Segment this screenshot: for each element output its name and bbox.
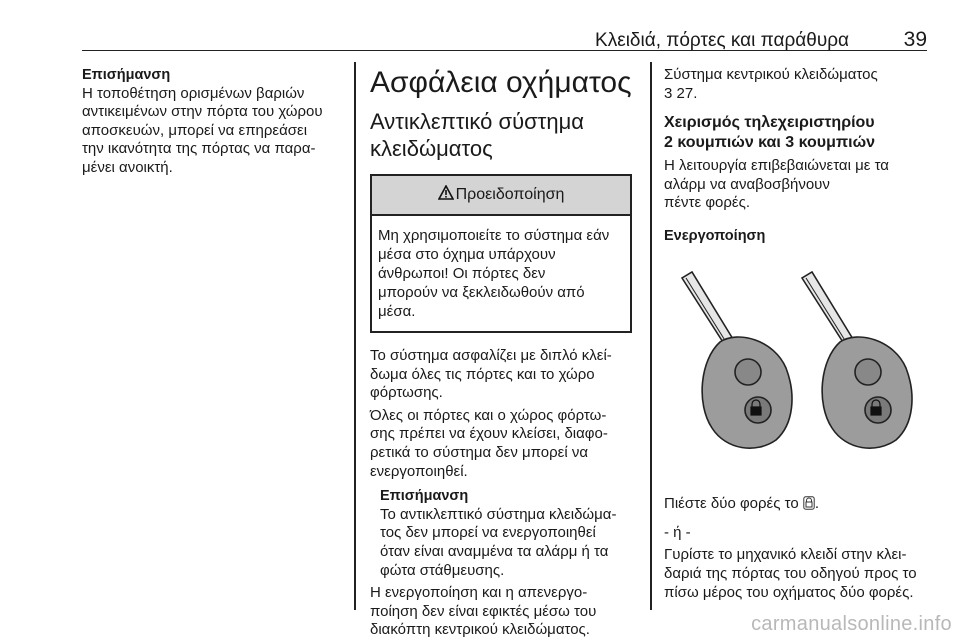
text-line: Το αντικλεπτικό σύστημα κλειδώμα- — [380, 505, 617, 523]
instruction-press — [664, 495, 932, 516]
paragraph — [370, 347, 636, 403]
subsection-heading — [370, 108, 636, 162]
or-separator: - ή - — [664, 523, 691, 541]
text-line: μπορούν να ξεκλειδωθούν από — [378, 284, 585, 301]
text-line: φόρτωσης. — [370, 384, 443, 402]
warning-triangle-icon — [438, 185, 454, 205]
text-line: αντικειμένων στην πόρτα του χώρου — [82, 103, 323, 121]
page-reference: 3 27. — [664, 84, 698, 102]
text-line: . — [814, 495, 820, 513]
text-line: πίσω μέρος του οχήματος δύο φορές. — [664, 583, 914, 601]
note-title: Επισήμανση — [82, 67, 171, 83]
column-divider — [650, 62, 652, 610]
paragraph — [370, 584, 636, 640]
note-text — [82, 85, 348, 178]
heading-line: Αντικλεπτικό σύστημα — [370, 109, 585, 134]
text-line: όταν είναι αναμμένα τα αλάρμ ή τα — [380, 542, 609, 560]
warning-body — [372, 216, 630, 331]
text-line: Όλες οι πόρτες και ο χώρος φόρτω- — [370, 406, 607, 424]
text-line: πέντε φορές. — [664, 194, 751, 212]
watermark: carmanualsonline.info — [751, 613, 952, 635]
text-line: Γυρίστε το μηχανικό κλειδί στην κλει- — [664, 546, 907, 564]
text-line: Το σύστημα ασφαλίζει με διπλό κλεί- — [370, 347, 612, 364]
heading-line: Χειρισμός τηλεχειριστηρίου — [664, 114, 875, 132]
text-line: αλάρμ να αναβοσβήνουν — [664, 175, 830, 193]
text-line: τος δεν μπορεί να ενεργοποιηθεί — [380, 524, 596, 542]
text-line: φώτα στάθμευσης. — [380, 561, 505, 579]
page-number: 39 — [903, 28, 927, 51]
page-header — [82, 26, 927, 51]
chapter-title: Κλειδιά, πόρτες και παράθυρα — [595, 30, 849, 51]
text-line: Η τοποθέτηση ορισμένων βαριών — [82, 84, 305, 102]
column-1 — [82, 66, 348, 178]
cross-reference — [664, 66, 932, 103]
section-heading: Ασφάλεια οχήματος — [370, 66, 632, 99]
column-divider — [354, 62, 356, 610]
heading-line: κλειδώματος — [370, 136, 493, 161]
paragraph — [664, 157, 932, 213]
text-line: δωμα όλες τις πόρτες και το χώρο — [370, 365, 595, 383]
text-line: διακόπτη κεντρικού κλειδώματος. — [370, 621, 590, 639]
lock-button-icon — [803, 496, 815, 516]
text-line: μέσα στο όχημα υπάρχουν — [378, 246, 556, 263]
text-line: Μη χρησιμοποιείτε το σύστημα εάν — [378, 227, 610, 244]
text-line: μένει ανοικτή. — [82, 158, 173, 176]
subsection-heading — [664, 113, 932, 153]
column-3 — [664, 66, 932, 602]
note-title: Επισήμανση — [380, 488, 469, 505]
remote-keys-illustration — [664, 264, 926, 474]
warning-title: Προειδοποίηση — [455, 185, 565, 203]
text-line: αποσκευών, μπορεί να επηρεάσει — [82, 121, 308, 139]
text-line: ενεργοποιηθεί. — [370, 462, 468, 480]
text-line: σης πρέπει να έχουν κλείσει, διαφο- — [370, 425, 608, 443]
text-line: Πιέστε δύο φορές το — [664, 495, 799, 513]
warning-header — [372, 176, 630, 216]
text-line: Η λειτουργία επιβεβαιώνεται με τα — [664, 157, 889, 175]
activation-heading: Ενεργοποίηση — [664, 227, 766, 244]
text-line: μέσα. — [378, 303, 416, 320]
text-line: Η ενεργοποίηση και η απενεργο- — [370, 584, 588, 602]
text-line: άνθρωποι! Οι πόρτες δεν — [378, 265, 546, 282]
text-line: την ικανότητα της πόρτας να παρα- — [82, 140, 316, 158]
warning-box — [370, 174, 632, 333]
text-line: ποίηση δεν είναι εφικτές μέσω του — [370, 602, 597, 620]
note — [370, 487, 636, 580]
text-line: δαριά της πόρτας του οδηγού προς το — [664, 564, 917, 582]
text-line: ρετικά το σύστημα δεν μπορεί να — [370, 443, 589, 461]
heading-line: 2 κουμπιών και 3 κουμπιών — [664, 134, 875, 152]
column-2 — [370, 66, 636, 640]
text-line: Σύστημα κεντρικού κλειδώματος — [664, 66, 878, 83]
paragraph — [664, 546, 932, 602]
paragraph — [370, 407, 636, 481]
